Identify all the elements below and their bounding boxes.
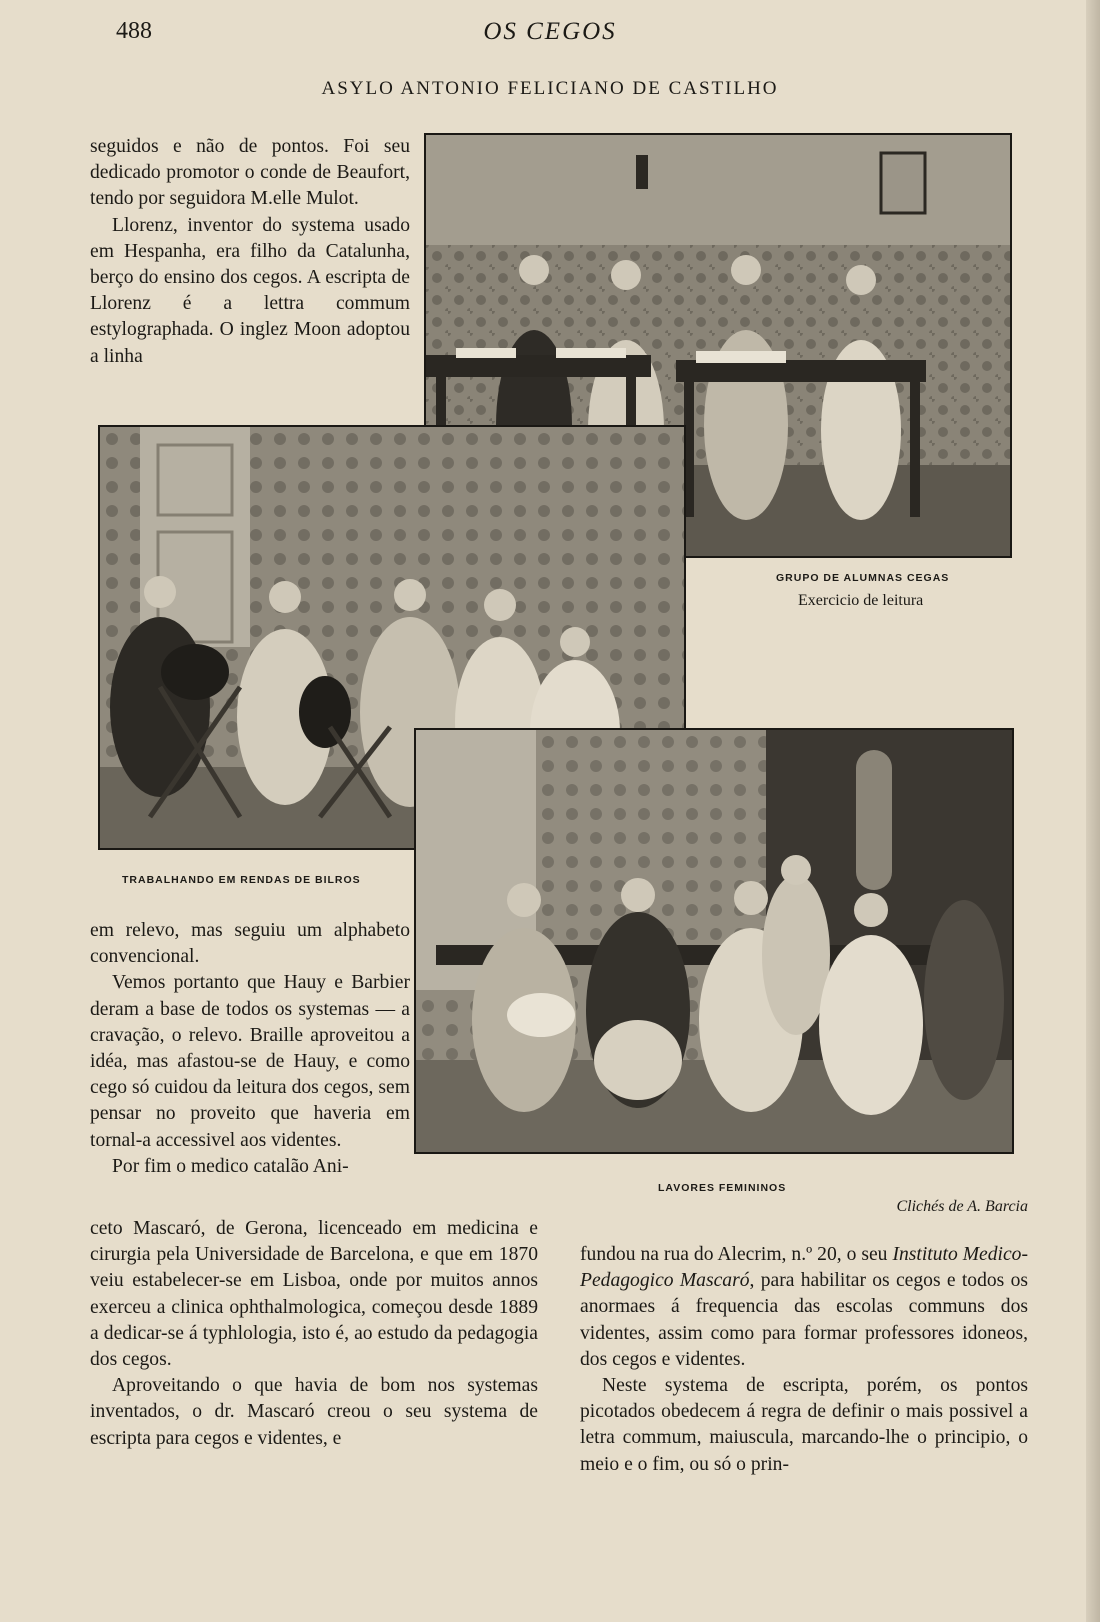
paragraph: Por fim o medico catalão Ani- [112,1155,349,1177]
text-column-bottom-right [580,1242,1028,1478]
paragraph: Aproveitando o que havia de bom nos systemas inventados, o dr. Mascaró creou o seu systema de escripta para cegos e videntes, e [90,1375,538,1449]
text-column-top [90,134,410,370]
photo-credit: Clichés de A. Barcia [896,1198,1028,1215]
paragraph: seguidos e não de pontos. Foi seu dedicado promotor o conde de Beaufort, tendo por seguidora M.elle Mulot. [90,136,410,210]
caption-bobbin: TRABALHANDO EM RENDAS DE BILROS [122,874,361,886]
caption-reading: GRUPO DE ALUMNAS CEGAS [776,572,950,584]
page-number: 488 [116,18,152,44]
text-run: fundou na rua do Alecrim, n.º 20, o seu [580,1244,893,1265]
paragraph: Llorenz, inventor do systema usado em Hespanha, era filho da Catalunha, berço do ensino dos cegos. A escripta de Llorenz é a lettra commum estylographada. O inglez Moon adoptou a linha [90,214,410,367]
paragraph: Neste systema de escripta, porém, os pontos picotados obedecem á regra de definir o mais possivel a letra commum, maiuscula, marcando-lhe o principio, o meio e o fim, ou só o prin- [580,1375,1028,1475]
subcaption-reading: Exercicio de leitura [798,592,924,609]
paragraph: ceto Mascaró, de Gerona, licenceado em medicina e cirurgia pela Universidade de Barcelona, e que em 1870 veiu estabelecer-se em Lisboa, onde por muitos annos exerceu a clinica ophthalmologica, começou desde 1889 a dedicar-se á typhlologia, isto é, ao estudo da pedagogia dos cegos. [90,1218,538,1371]
paragraph: em relevo, mas seguiu um alphabeto convencional. [90,920,410,968]
page-edge [1086,0,1100,1622]
text-column-middle [90,918,410,1180]
paragraph [580,1242,1028,1373]
running-title: OS CEGOS [483,18,617,45]
caption-needlework: LAVORES FEMININOS [658,1182,787,1194]
text-run: , para habilitar os cegos e todos os anormaes á frequencia das escolas communs dos videntes, assim como para formar professores idoneos, dos cegos e videntes. [580,1270,1028,1370]
text-column-bottom-left [90,1216,538,1452]
institute-name: Instituto Medico-Pedagogico Mascaró [580,1244,1028,1292]
photo-needlework [414,728,1014,1154]
paragraph: Vemos portanto que Hauy e Barbier deram a base de todos os systemas — a cravação, o relevo. Braille aproveitou a idéa, mas afastou-se de Hauy, e como cego só cuidou da leitura dos cegos, sem pensar no proveito que haveria em tornal-a accessivel aos videntes. [90,972,410,1151]
section-title: ASYLO ANTONIO FELICIANO DE CASTILHO [321,78,779,99]
